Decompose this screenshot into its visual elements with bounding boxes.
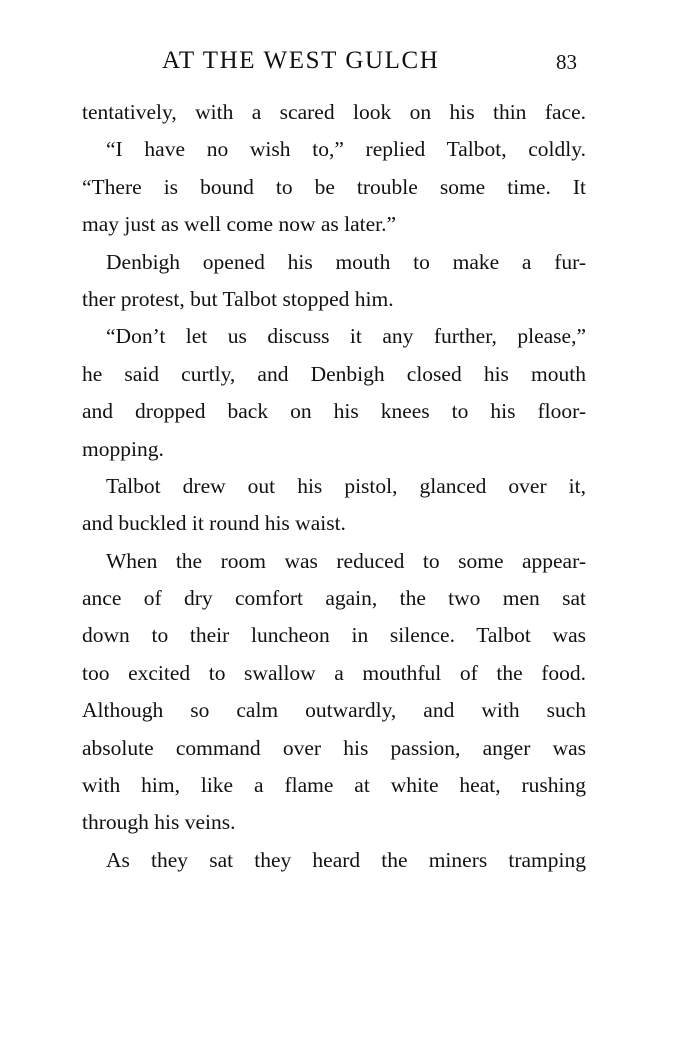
text-line: As they sat they heard the miners tramping <box>106 847 586 872</box>
text-line: and dropped back on his knees to his floor- <box>82 399 586 424</box>
text-line: “There is bound to be trouble some time. It <box>82 174 586 199</box>
text-line: When the room was reduced to some appear- <box>106 548 586 573</box>
text-line: “Don’t let us discuss it any further, please,” <box>106 324 586 349</box>
text-line: Although so calm outwardly, and with such <box>82 698 586 723</box>
text-line: ther protest, but Talbot stopped him. <box>82 286 394 311</box>
text-line: Talbot drew out his pistol, glanced over it, <box>106 473 586 498</box>
running-head <box>0 44 692 78</box>
body-text <box>82 94 586 879</box>
text-line: absolute command over his passion, anger was <box>82 735 586 760</box>
text-line: Denbigh opened his mouth to make a fur- <box>106 249 586 274</box>
text-line: with him, like a flame at white heat, rushing <box>82 773 586 798</box>
text-line: he said curtly, and Denbigh closed his mouth <box>82 361 586 386</box>
text-line: and buckled it round his waist. <box>82 511 346 536</box>
text-line: mopping. <box>82 436 164 461</box>
text-line: too excited to swallow a mouthful of the food. <box>82 660 586 685</box>
text-line: down to their luncheon in silence. Talbot was <box>82 623 586 648</box>
text-line: “I have no wish to,” replied Talbot, coldly. <box>106 137 586 162</box>
text-line: tentatively, with a scared look on his thin face. <box>82 100 586 124</box>
page-number: 83 <box>556 50 577 74</box>
text-line: may just as well come now as later.” <box>82 212 397 237</box>
chapter-title: AT THE WEST GULCH <box>162 47 440 74</box>
text-line: ance of dry comfort again, the two men sat <box>82 586 586 611</box>
text-line: through his veins. <box>82 810 236 835</box>
